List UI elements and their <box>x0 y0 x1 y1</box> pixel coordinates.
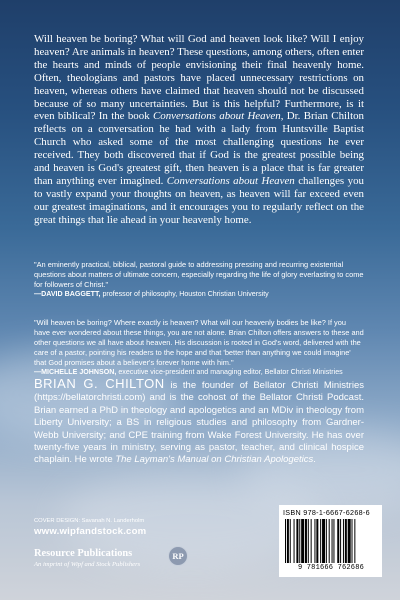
book-title-italic: Conversations about Heaven <box>166 174 295 187</box>
book-title-italic: Conversations about Heaven <box>153 110 281 123</box>
barcode-icon <box>285 519 377 563</box>
cover-design-credit: COVER DESIGN: Savanah N. Landerholm <box>34 518 145 524</box>
bio-end: . <box>313 454 316 466</box>
endorsement-1 <box>34 260 364 300</box>
prior-book-title: The Layman's Manual on Christian Apologetics <box>115 454 314 466</box>
book-description <box>34 33 364 227</box>
publisher-website: www.wipfandstock.com <box>34 526 147 537</box>
endorser-name: —MICHELLE JOHNSON, <box>34 367 117 376</box>
bio-text: is the founder of Bellator Christi Ministries (https://bellatorchristi.com) and is the cohost of the Bellator Christi Podcast. Brian earned a PhD in theology and apologetics and an MDiv in theology from Liberty University; a BS in religious studies and philosophy from Gardner-Webb University; and CPE training from Wake Forest University. He has over twenty-five years in ministry, serving as pastor, teacher, and clinical hospice chaplain. He wrote <box>34 380 364 466</box>
isbn-barcode <box>279 505 382 577</box>
author-name: BRIAN G. CHILTON <box>34 376 165 391</box>
endorser-role: professor of philosophy, Houston Christian University <box>100 289 269 298</box>
endorser-name: —DAVID BAGGETT, <box>34 289 101 298</box>
endorsement-2 <box>34 318 364 377</box>
publisher-seal-icon: RP <box>168 546 188 566</box>
endorser-role: executive vice-president and managing editor, Bellator Christi Ministries <box>116 367 343 376</box>
endorsement-text: "Will heaven be boring? Where exactly is heaven? What will our heavenly bodies be like? If you have ever wondered about these things, you are not alone. Brian Chilton offers answers to these and other questions we all have about heaven. His discussion is rooted in God's word, delivered with the care of a pastor, pointing his readers to the hope and that 'better than anything we could imagine' that God promises about a believer's forever home with him." <box>34 318 364 367</box>
barcode-number: 9 781666 762686 <box>297 564 364 572</box>
description-part-2: , Dr. Brian Chilton reflects on a conversation he had with a lady from Huntsville Baptist Church who asked some of the most challenging questions he ever received. They both discovered that if God is the greatest possible being and heaven is God's greatest gift, then heaven is a place that is far greater than anything ever imagined. <box>34 110 364 187</box>
publisher-name: Resource Publications <box>34 548 133 559</box>
isbn-text: ISBN 978-1-6667-6268-6 <box>283 508 370 517</box>
publisher-imprint: An imprint of Wipf and Stock Publishers <box>34 561 141 568</box>
description-part-3: challenges you to vastly expand your thoughts on heaven, as heaven will far exceed even our greatest imaginations, and it encourages you to regularly reflect on the great things that lie ahead in your heavenly home. <box>34 174 364 226</box>
description-part-1: Will heaven be boring? What will God and heaven look like? Will I enjoy heaven? Are animals in heaven? These questions, among others, often enter the hearts and minds of people envisioning their final heavenly home. Often, theologians and pastors have placed unnecessary restrictions on heaven, whereas others have claimed that heaven should not be discussed because of so many uncertainties. But is this helpful? Furthermore, is it even biblical? In the book <box>34 33 364 123</box>
endorsement-attribution <box>34 290 364 300</box>
endorsement-text: "An eminently practical, biblical, pastoral guide to addressing pressing and recurring existential questions about matters of ultimate concern, especially regarding the life of glory everlasting to come for followers of Christ." <box>34 260 364 289</box>
author-bio <box>34 378 364 467</box>
